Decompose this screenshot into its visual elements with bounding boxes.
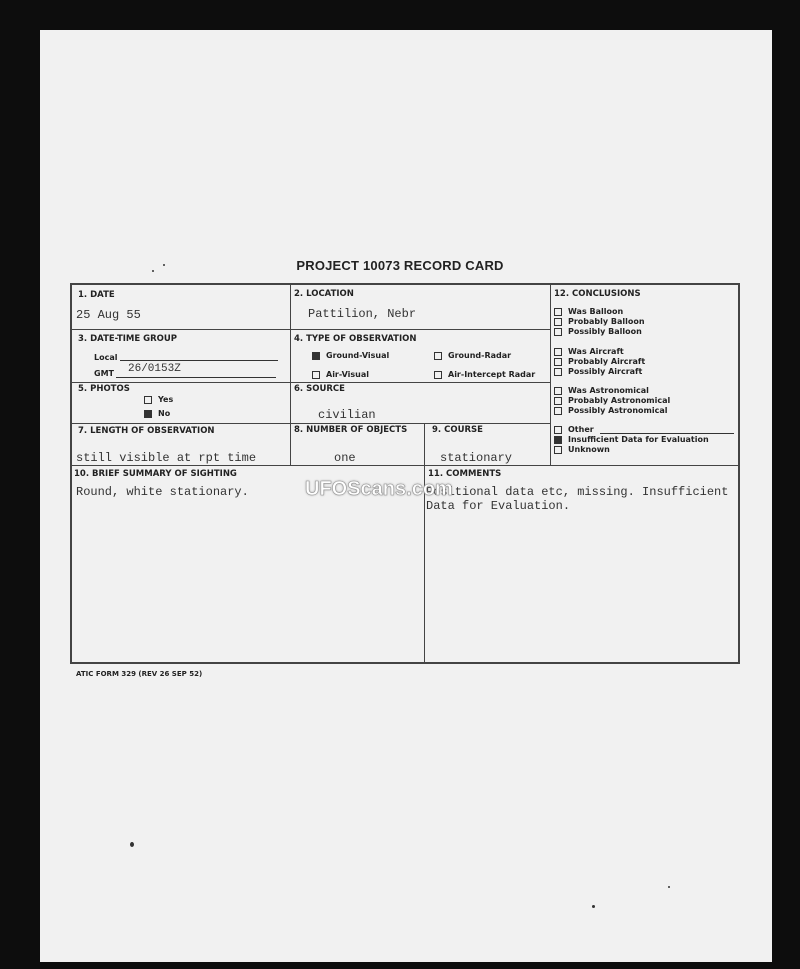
conclusion-probably-aircraft[interactable]: Probably Aircraft: [554, 357, 645, 366]
grid-line: [72, 465, 740, 466]
card-title: PROJECT 10073 RECORD CARD: [296, 258, 504, 273]
local-underline: [120, 360, 278, 361]
scan-speck: [152, 270, 154, 272]
checkbox-icon[interactable]: [554, 368, 562, 376]
course-label: 9. COURSE: [432, 425, 483, 435]
location-label: 2. LOCATION: [294, 289, 354, 299]
comments-label: 11. COMMENTS: [428, 469, 502, 479]
date-value: 25 Aug 55: [76, 308, 141, 322]
form-number: ATIC FORM 329 (REV 26 SEP 52): [76, 670, 203, 678]
watermark: UFOScans.com: [305, 478, 453, 500]
checkbox-icon[interactable]: [554, 446, 562, 454]
checkbox-icon[interactable]: [554, 328, 562, 336]
gmt-label: GMT: [94, 369, 114, 378]
checkbox-icon[interactable]: [554, 358, 562, 366]
summary-label: 10. BRIEF SUMMARY OF SIGHTING: [74, 469, 237, 479]
obs-option-ground-radar[interactable]: Ground-Radar: [434, 351, 511, 360]
grid-line: [550, 285, 551, 465]
checkbox-icon[interactable]: [554, 318, 562, 326]
scan-speck: [668, 886, 670, 888]
checkbox-icon[interactable]: [144, 396, 152, 404]
conclusion-insufficient-data[interactable]: Insufficient Data for Evaluation: [554, 435, 709, 444]
checkbox-icon[interactable]: [312, 371, 320, 379]
checkbox-icon[interactable]: [434, 371, 442, 379]
obs-option-ground-visual[interactable]: Ground-Visual: [312, 351, 389, 360]
other-underline: [600, 433, 734, 434]
conclusion-was-astronomical[interactable]: Was Astronomical: [554, 386, 649, 395]
conclusion-probably-balloon[interactable]: Probably Balloon: [554, 317, 645, 326]
date-time-group-label: 3. DATE-TIME GROUP: [78, 334, 178, 344]
record-card-form: [70, 283, 740, 664]
grid-line: [72, 423, 550, 424]
conclusion-possibly-aircraft[interactable]: Possibly Aircraft: [554, 367, 642, 376]
obs-option-air-intercept-radar[interactable]: Air-Intercept Radar: [434, 370, 535, 379]
grid-line: [72, 382, 550, 383]
source-value: civilian: [318, 408, 376, 422]
scan-speck: [130, 842, 134, 847]
gmt-value: 26/0153Z: [128, 363, 181, 375]
grid-line: [72, 329, 550, 330]
checkbox-icon[interactable]: [554, 348, 562, 356]
date-label: 1. DATE: [78, 290, 115, 300]
obs-option-air-visual[interactable]: Air-Visual: [312, 370, 369, 379]
photos-option-no[interactable]: No: [144, 409, 170, 418]
conclusion-unknown[interactable]: Unknown: [554, 445, 610, 454]
scan-speck: [592, 905, 595, 908]
gmt-underline: [116, 377, 276, 378]
checkbox-checked-icon[interactable]: [554, 436, 562, 444]
photos-label: 5. PHOTOS: [78, 384, 130, 394]
conclusion-probably-astronomical[interactable]: Probably Astronomical: [554, 396, 670, 405]
conclusion-was-aircraft[interactable]: Was Aircraft: [554, 347, 624, 356]
source-label: 6. SOURCE: [294, 384, 345, 394]
conclusion-other[interactable]: Other: [554, 425, 594, 434]
scan-speck: [163, 264, 165, 266]
checkbox-icon[interactable]: [554, 426, 562, 434]
course-value: stationary: [440, 451, 513, 465]
summary-value: Round, white stationary.: [76, 485, 249, 499]
number-of-objects-value: one: [334, 451, 356, 465]
photos-option-yes[interactable]: Yes: [144, 395, 173, 404]
checkbox-icon[interactable]: [434, 352, 442, 360]
grid-line: [424, 423, 425, 664]
local-label: Local: [94, 353, 118, 362]
checkbox-icon[interactable]: [554, 397, 562, 405]
checkbox-icon[interactable]: [554, 407, 562, 415]
grid-line: [290, 285, 291, 465]
length-of-observation-value: still visible at rpt time: [76, 451, 257, 465]
number-of-objects-label: 8. NUMBER OF OBJECTS: [294, 425, 408, 435]
checkbox-icon[interactable]: [554, 387, 562, 395]
length-of-observation-label: 7. LENGTH OF OBSERVATION: [78, 426, 215, 436]
checkbox-icon[interactable]: [554, 308, 562, 316]
type-of-observation-label: 4. TYPE OF OBSERVATION: [294, 334, 417, 344]
conclusion-was-balloon[interactable]: Was Balloon: [554, 307, 623, 316]
checkbox-checked-icon[interactable]: [312, 352, 320, 360]
comments-line-2: Data for Evaluation.: [426, 499, 571, 513]
conclusions-label: 12. CONCLUSIONS: [554, 289, 641, 299]
comments-line-1: Positional data etc, missing. Insufficient: [426, 485, 729, 499]
conclusion-possibly-astronomical[interactable]: Possibly Astronomical: [554, 406, 667, 415]
location-value: Pattilion, Nebr: [308, 307, 417, 321]
checkbox-checked-icon[interactable]: [144, 410, 152, 418]
conclusion-possibly-balloon[interactable]: Possibly Balloon: [554, 327, 642, 336]
